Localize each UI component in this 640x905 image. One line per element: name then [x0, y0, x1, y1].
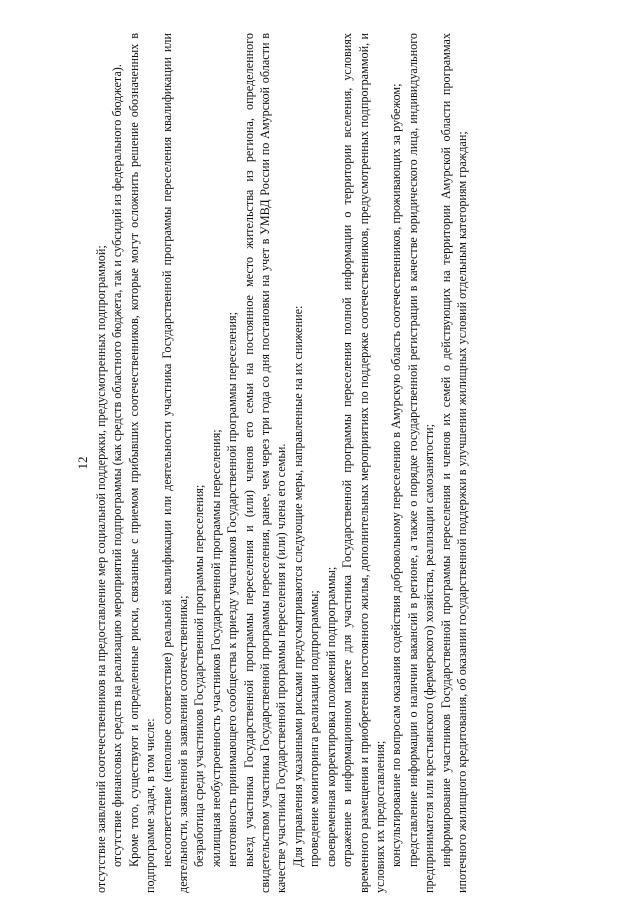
paragraph: представление информации о наличии вакансий в регионе, а также о порядке государственной регистрации в качестве юридического лица, индивидуального предпринимателя или крестьянского (фермерского) хозяйства, реализации самозанятости;: [405, 33, 437, 893]
paragraph: информирование участников Государственной программы переселения и членов их семей о действующих на территории Амурской области программах ипотечного жилищного кредитования, об оказании государственной поддержки в улучшении жилищных условий отдельным категориям граждан;: [438, 33, 469, 893]
paragraph: своевременная корректировка положений подпрограммы;: [323, 566, 338, 867]
paragraph: проведение мониторинга реализации подпрограммы;: [307, 590, 322, 867]
rotated-text-block: [75, 33, 575, 893]
paragraph: несоответствие (неполное соответствие) реальной квалификации или деятельности участника Государственной программы переселения квалификации или деятельности, заявленной в заявлении соотечественника;: [159, 33, 191, 893]
paragraph: Кроме того, существуют и определенные риски, связанные с приемом прибывших соотечественников, которые могут осложнить решение обозначенных в подпрограмме задач, в том числе:: [126, 33, 158, 893]
paragraph: Для управления указанными рисками предусматриваются следующие меры, направленные на их снижение:: [290, 305, 305, 867]
paragraph: консультирование по вопросам оказания содействия добровольному переселению в Амурскую область соотечественников, проживающих за рубежом;: [389, 83, 404, 867]
paragraph: отражение в информационном пакете для участника Государственной программы переселения полной информации о территории вселения, условиях временного размещения и приобретения постоянного жилья, дополнительных мероприятиях по поддержке соотечественников, предусмотренных подпрограммой, и условиях их предоставления;: [340, 33, 387, 893]
paragraph: отсутствие финансовых средств на реализацию мероприятий подпрограммы (как средств областного бюджета, так и субсидий из федерального бюджета).: [110, 64, 125, 867]
page-number: 12: [75, 456, 90, 470]
paragraph: неготовность принимающего сообщества к приезду участников Государственной программы переселения;: [225, 312, 240, 867]
paragraph: безработица среди участников Государственной программы переселения;: [192, 484, 207, 867]
paragraph: выезд участника Государственной программы переселения и (или) членов его семьи на постоянное место жительства из региона, определенного свидетельством участника Государственной программы переселения, ранее, чем через три года со дня постановки на учет в УМВД России по Амурской области в качестве участника Государственной программы переселения и (или) члена его семьи.: [241, 33, 289, 893]
paragraph: жилищная необустроенность участников Государственной программы переселения;: [208, 429, 223, 867]
paragraph: отсутствие заявлений соотечественников на предоставление мер социальной поддержки, предусмотренных подпрограммой;: [94, 245, 108, 893]
document-body: [93, 33, 470, 893]
